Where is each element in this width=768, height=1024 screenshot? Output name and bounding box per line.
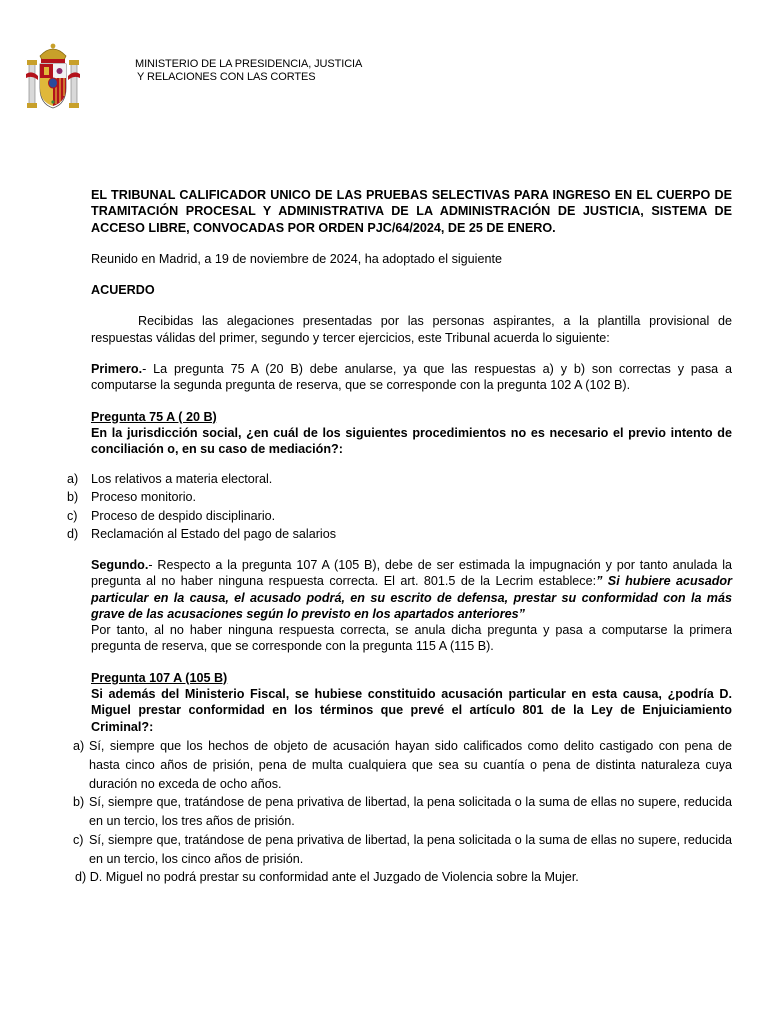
list-item: [0, 868, 732, 887]
option-label: d): [67, 527, 79, 542]
acuerdo-heading: ACUERDO: [91, 283, 155, 298]
option-label: a): [73, 738, 85, 753]
option-label: d): [75, 870, 87, 885]
list-item: [0, 470, 732, 489]
list-item: [0, 737, 732, 793]
document-body: [67, 187, 732, 887]
segundo-text: - Respecto a la pregunta 107 A (105 B), debe de ser estimada la impugnación y por tanto anulada la pregunta al no haber ninguna respuesta correcta. El art. 801.5 de la Lecrim establece:: [91, 557, 732, 589]
list-item: [0, 525, 732, 544]
list-item: [0, 488, 732, 507]
q75-heading: Pregunta 75 A ( 20 B): [91, 409, 217, 424]
document-title: EL TRIBUNAL CALIFICADOR UNICO DE LAS PRUEBAS SELECTIVAS PARA INGRESO EN EL CUERPO DE TRAMITACIÓN PROCESAL Y ADMINISTRATIVA DE LA ADMINISTRACIÓN DE JUSTICIA, SISTEMA DE ACCESO LIBRE, CONVOCADAS POR ORDEN PJC/64/2024, DE 25 DE ENERO.: [91, 188, 732, 235]
primero-label: Primero.: [91, 362, 143, 377]
ministry-line-1: MINISTERIO DE LA PRESIDENCIA, JUSTICIA: [135, 58, 363, 70]
option-text: Reclamación al Estado del pago de salarios: [91, 527, 337, 542]
segundo-label: Segundo.: [91, 557, 149, 572]
list-item: [0, 831, 732, 869]
primero-text: - La pregunta 75 A (20 B) debe anularse, ya que las respuestas a) y b) son correctas y pasa a computarse la segunda pregunta de reserva, que se corresponde con la pregunta 102 A (102 B).: [91, 362, 732, 393]
spain-coat-of-arms-icon: [26, 40, 80, 116]
option-label: a): [67, 471, 79, 486]
option-text: Proceso de despido disciplinario.: [91, 508, 276, 523]
option-text: D. Miguel no podrá prestar su conformidad ante el Juzgado de Violencia sobre la Mujer.: [89, 870, 579, 885]
option-label: c): [67, 508, 78, 523]
option-text: Sí, siempre que, tratándose de pena privativa de libertad, la pena solicitada o la suma de ellas no supere, reducida en un tercio, los tres años de prisión.: [89, 795, 732, 829]
q107-options: [0, 737, 732, 887]
option-text: Proceso monitorio.: [91, 490, 196, 505]
option-label: c): [73, 832, 84, 847]
ministry-header: [135, 58, 362, 84]
meeting-statement: Reunido en Madrid, a 19 de noviembre de 2024, ha adoptado el siguiente: [91, 251, 502, 266]
option-label: b): [67, 490, 79, 505]
q107-question: Si además del Ministerio Fiscal, se hubiese constituido acusación particular en esta causa, ¿podría D. Miguel prestar conformidad en los términos que prevé el artículo 801 de la Ley de Enjuiciamiento Criminal?:: [91, 687, 732, 734]
option-label: b): [73, 795, 85, 810]
segundo-quote: ” Si hubiere acusador particular en la causa, el acusado podrá, en su escrito de defensa, prestar su conformidad con la más grave de las acusaciones según lo previsto en los apartados anteriores”: [91, 574, 732, 621]
list-item: [0, 507, 732, 526]
intro-paragraph: Recibidas las alegaciones presentadas por las personas aspirantes, a la plantilla provisional de respuestas válidas del primer, segundo y tercer ejercicios, este Tribunal acuerda lo siguiente:: [91, 314, 732, 345]
q107-heading: Pregunta 107 A (105 B): [91, 670, 228, 685]
q75-options: [0, 470, 732, 544]
option-text: Los relativos a materia electoral.: [91, 471, 273, 486]
option-text: Sí, siempre que, tratándose de pena privativa de libertad, la pena solicitada o la suma de ellas no supere, reducida en un tercio, los cinco años de prisión.: [89, 832, 732, 866]
primero-paragraph: [91, 361, 732, 394]
option-text: Sí, siempre que los hechos de objeto de acusación hayan sido calificados como delito castigado con pena de hasta cinco años de prisión, pena de multa cualquiera que sea su cuantía o pena de distinta naturaleza cuya duración no exceda de ocho años.: [89, 738, 732, 791]
list-item: [0, 793, 732, 831]
q75-question: En la jurisdicción social, ¿en cuál de los siguientes procedimientos no es necesario el previo intento de conciliación o, en su caso de mediación?:: [91, 425, 732, 457]
segundo-paragraph-2: Por tanto, al no haber ninguna respuesta correcta, se anula dicha pregunta y pasa a computarse la primera pregunta de reserva, que se corresponde con la pregunta 115 A (115 B).: [91, 623, 732, 654]
segundo-paragraph: [91, 557, 732, 622]
ministry-line-2: Y RELACIONES CON LAS CORTES: [137, 71, 316, 83]
